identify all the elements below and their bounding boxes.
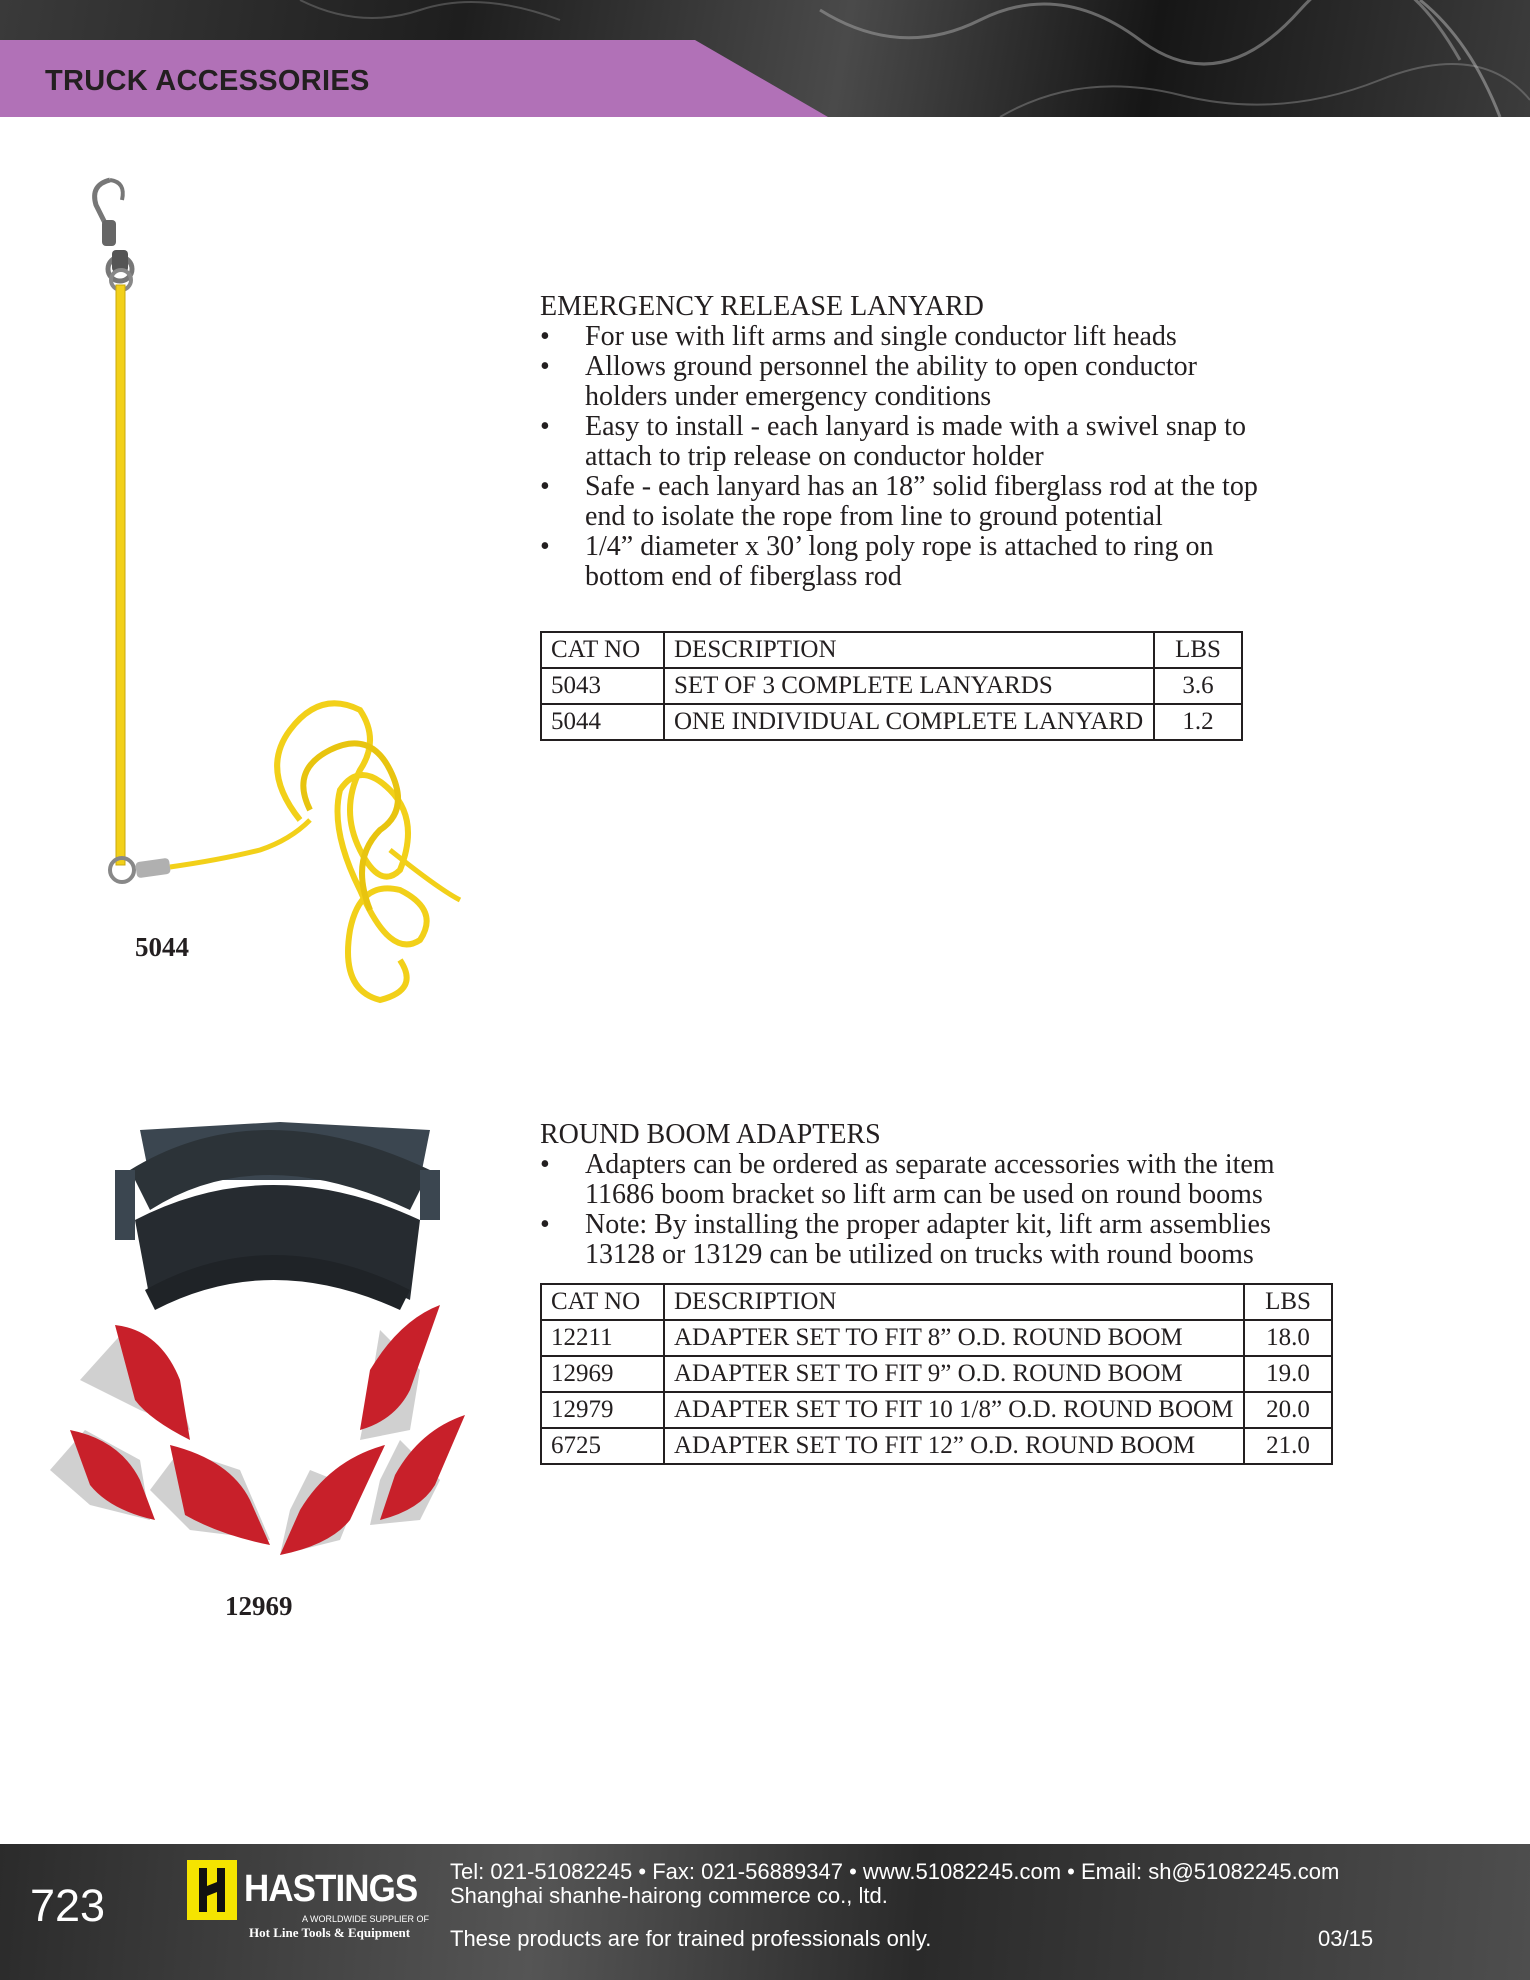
- hastings-logo-icon: [187, 1860, 237, 1920]
- table-cell: 5044: [541, 704, 664, 740]
- adapter-part-label: 12969: [225, 1591, 293, 1621]
- adapter-pad-left-top: [80, 1325, 190, 1440]
- lanyard-spec-table: [540, 631, 1243, 741]
- table-cell: SET OF 3 COMPLETE LANYARDS: [664, 668, 1154, 704]
- table-cell: 5043: [541, 668, 664, 704]
- adapter-spec-table: [540, 1283, 1333, 1465]
- table-header-cell: CAT NO: [541, 1284, 664, 1320]
- brand-subline: Hot Line Tools & Equipment: [249, 1925, 411, 1940]
- table-header-cell: CAT NO: [541, 632, 664, 668]
- table-cell: ADAPTER SET TO FIT 10 1/8” O.D. ROUND BOOM: [664, 1392, 1244, 1428]
- table-cell: ADAPTER SET TO FIT 12” O.D. ROUND BOOM: [664, 1428, 1244, 1464]
- table-cell: 1.2: [1154, 704, 1242, 740]
- page-title: TRUCK ACCESSORIES: [45, 65, 370, 97]
- table-cell: 6725: [541, 1428, 664, 1464]
- list-item: • Easy to install - each lanyard is made with a swivel snap to attach to trip release on conductor holder: [540, 412, 1260, 472]
- brand-tagline: A WORLDWIDE SUPPLIER OF: [302, 1914, 430, 1924]
- list-item: • Safe - each lanyard has an 18” solid fiberglass rod at the top end to isolate the rope from line to ground potential: [540, 472, 1260, 532]
- table-cell: ADAPTER SET TO FIT 8” O.D. ROUND BOOM: [664, 1320, 1244, 1356]
- table-cell: ONE INDIVIDUAL COMPLETE LANYARD: [664, 704, 1154, 740]
- lanyard-title: EMERGENCY RELEASE LANYARD: [540, 291, 984, 322]
- lanyard-part-label: 5044: [135, 932, 189, 962]
- company-name: Shanghai shanhe-hairong commerce co., ltd.: [450, 1883, 888, 1908]
- table-header-cell: DESCRIPTION: [664, 632, 1154, 668]
- lanyard-photo: [60, 170, 480, 1020]
- revision-date: 03/15: [1318, 1926, 1374, 1951]
- list-item: • Note: By installing the proper adapter kit, lift arm assemblies 13128 or 13129 can be utilized on trucks with round booms: [540, 1210, 1340, 1270]
- table-row: [541, 1392, 1332, 1428]
- adapter-feature-list: [540, 1150, 1340, 1270]
- table-header-cell: LBS: [1244, 1284, 1332, 1320]
- table-header-cell: LBS: [1154, 632, 1242, 668]
- brand-name: HASTINGS: [244, 1868, 418, 1910]
- list-item: • Allows ground personnel the ability to open conductor holders under emergency conditions: [540, 352, 1260, 412]
- table-cell: 20.0: [1244, 1392, 1332, 1428]
- table-cell: 12969: [541, 1356, 664, 1392]
- table-cell: ADAPTER SET TO FIT 9” O.D. ROUND BOOM: [664, 1356, 1244, 1392]
- table-cell: 21.0: [1244, 1428, 1332, 1464]
- table-cell: 19.0: [1244, 1356, 1332, 1392]
- table-header-row: [541, 1284, 1332, 1320]
- table-row: [541, 1428, 1332, 1464]
- table-row: [541, 1320, 1332, 1356]
- table-header-cell: DESCRIPTION: [664, 1284, 1244, 1320]
- lanyard-feature-list: [540, 322, 1260, 592]
- table-row: [541, 668, 1242, 704]
- list-item: • Adapters can be ordered as separate accessories with the item 11686 boom bracket so lift arm can be used on round booms: [540, 1150, 1340, 1210]
- table-row: [541, 1356, 1332, 1392]
- list-item: • For use with lift arms and single conductor lift heads: [540, 322, 1260, 352]
- list-item: • 1/4” diameter x 30’ long poly rope is attached to ring on bottom end of fiberglass rod: [540, 532, 1260, 592]
- page-number: 723: [30, 1880, 106, 1931]
- table-cell: 12979: [541, 1392, 664, 1428]
- disclaimer: These products are for trained professionals only.: [450, 1926, 932, 1951]
- table-cell: 12211: [541, 1320, 664, 1356]
- table-cell: 18.0: [1244, 1320, 1332, 1356]
- table-row: [541, 704, 1242, 740]
- table-header-row: [541, 632, 1242, 668]
- round-boom-adapter-photo: [40, 1100, 520, 1570]
- table-cell: 3.6: [1154, 668, 1242, 704]
- contact-info: Tel: 021-51082245 • Fax: 021-56889347 • www.51082245.com • Email: sh@51082245.com: [450, 1859, 1340, 1884]
- adapter-title: ROUND BOOM ADAPTERS: [540, 1119, 881, 1150]
